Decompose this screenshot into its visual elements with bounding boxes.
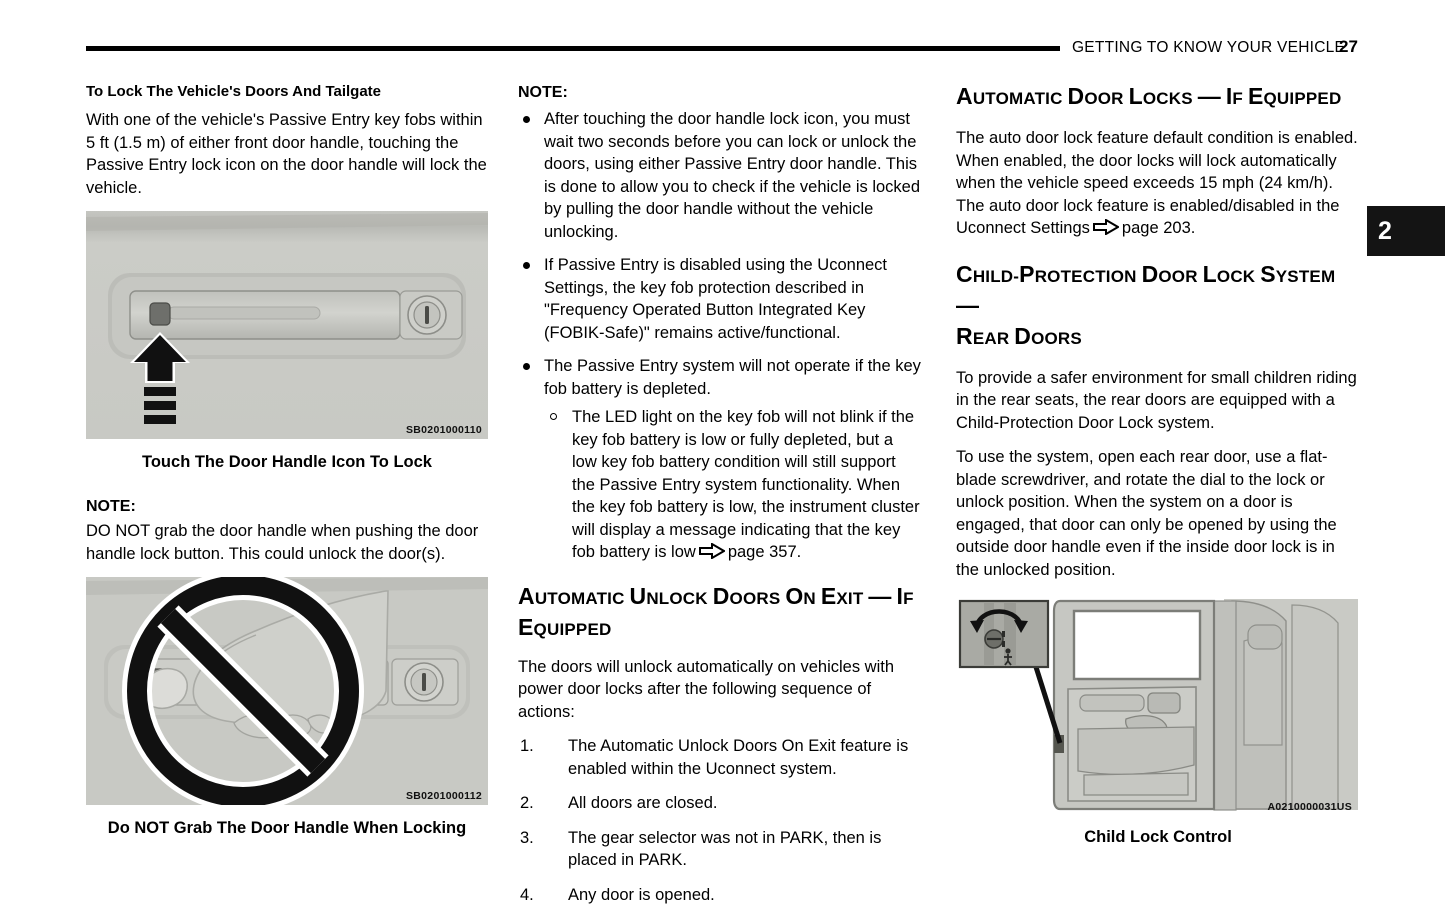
list-item xyxy=(518,884,922,907)
list-item: After touching the door handle lock icon, you must wait two seconds before you can lock or unlock the doors, using either Passive Entry door handle. This is done to allow you to check if the vehicle is locked by pulling the door handle without the vehicle unlocking. xyxy=(518,108,922,243)
page-reference: page 357. xyxy=(727,543,802,561)
figure-child-lock-control xyxy=(956,595,1358,816)
col3-paragraph-child-lock-use: To use the system, open each rear door, use a flat-blade screwdriver, and rotate the dial to the lock or unlock position. When the system on a door is engaged, that door can only be opened by using the outside door handle even if the inside door lock is in the unlocked position. xyxy=(956,448,1337,579)
header-rule xyxy=(86,46,1060,51)
col3-paragraph-child-lock-intro: To provide a safer environment for small children riding in the rear seats, the rear doors are equipped with a Child-Protection Door Lock system. xyxy=(956,368,1357,432)
list-item-text: The Passive Entry system will not operate if the key fob battery is depleted. xyxy=(544,357,921,398)
chapter-tab-number: 2 xyxy=(1378,217,1392,245)
figure-do-not-grab-door-handle xyxy=(86,577,488,805)
list-item xyxy=(518,792,922,815)
column-middle xyxy=(518,82,922,918)
col2-note-label: NOTE: xyxy=(518,84,568,101)
col3-heading-automatic-door-locks: AUTOMATIC DOOR LOCKS — IF EQUIPPED xyxy=(956,83,1342,109)
step-number: 2. xyxy=(520,794,534,812)
col1-note-label: NOTE: xyxy=(86,498,136,515)
child-lock-control-illustration xyxy=(956,595,1358,816)
column-right xyxy=(956,82,1360,848)
col1-heading: To Lock The Vehicle's Doors And Tailgate xyxy=(86,83,382,100)
col2-paragraph: The doors will unlock automatically on vehicles with power door locks after the following sequence of actions: xyxy=(518,657,895,721)
step-number: 3. xyxy=(520,828,534,847)
door-handle-lock-illustration xyxy=(86,211,488,439)
step-text: All doors are closed. xyxy=(568,794,718,812)
col1-intro-paragraph: With one of the vehicle's Passive Entry key fobs within 5 ft (1.5 m) of either front door handle, touching the Passive Entry lock icon on the door handle will lock the vehicle. xyxy=(86,111,487,197)
figure-caption: Do NOT Grab The Door Handle When Locking xyxy=(107,819,467,837)
step-text: The Automatic Unlock Doors On Exit feature is enabled within the Uconnect system. xyxy=(568,737,909,778)
col2-note-bullet-list xyxy=(518,108,922,566)
figure-caption: Touch The Door Handle Icon To Lock xyxy=(142,453,432,471)
do-not-grab-handle-illustration xyxy=(86,577,488,805)
list-item xyxy=(518,827,922,872)
col2-heading-automatic-unlock: AUTOMATIC UNLOCK DOORS ON EXIT — IF EQUIPPED xyxy=(518,582,914,640)
list-item xyxy=(544,406,922,566)
step-number: 4. xyxy=(520,885,534,904)
figure-caption: Child Lock Control xyxy=(1084,828,1232,846)
list-item xyxy=(518,355,922,566)
page-header xyxy=(0,0,1445,70)
header-page-number: 27 xyxy=(1339,37,1358,56)
column-left xyxy=(86,82,488,839)
list-item: If Passive Entry is disabled using the Uconnect Settings, the key fob protection described in "Frequency Operated Button Integrated Key (FOBIK-Safe)" remains active/functional. xyxy=(518,254,922,344)
page-reference-arrow-icon xyxy=(699,543,725,566)
col1-note-text: DO NOT grab the door handle when pushing the door handle lock button. This could unlock the door(s). xyxy=(86,522,479,563)
col3-heading-child-protection: CHILD-PROTECTION DOOR LOCK SYSTEM — REAR DOORS xyxy=(956,260,1336,349)
col3-paragraph-auto-lock xyxy=(956,127,1360,242)
chapter-tab xyxy=(1367,206,1445,256)
col2-sub-bullet-list xyxy=(544,406,922,566)
figure-id: SB0201000110 xyxy=(405,424,482,436)
step-text: The gear selector was not in PARK, then is placed in PARK. xyxy=(568,828,882,869)
figure-touch-door-handle-icon xyxy=(86,211,488,439)
figure-id: A0210000031US xyxy=(1267,801,1352,813)
page-reference: page 203. xyxy=(1121,219,1196,237)
sub-bullet-text: The LED light on the key fob will not blink if the key fob battery is low or fully depleted, but a low key fob battery condition will still support the Passive Entry system functionality. When the key fob battery is low, the instrument cluster will display a message indicating that the key fob battery is low xyxy=(572,408,920,561)
header-title: GETTING TO KNOW YOUR VEHICLE xyxy=(1072,39,1346,56)
list-item xyxy=(518,735,922,780)
step-number: 1. xyxy=(520,737,534,755)
page-reference-arrow-icon xyxy=(1093,219,1119,242)
col2-steps-list xyxy=(518,735,922,906)
figure-id: SB0201000112 xyxy=(405,790,482,802)
paragraph-text: The auto door lock feature default condition is enabled. When enabled, the door locks will lock automatically when the vehicle speed exceeds 15 mph (24 km/h). The auto door lock feature is enabled/disabled in the Uconnect Settings xyxy=(956,129,1358,237)
step-text: Any door is opened. xyxy=(568,885,715,904)
